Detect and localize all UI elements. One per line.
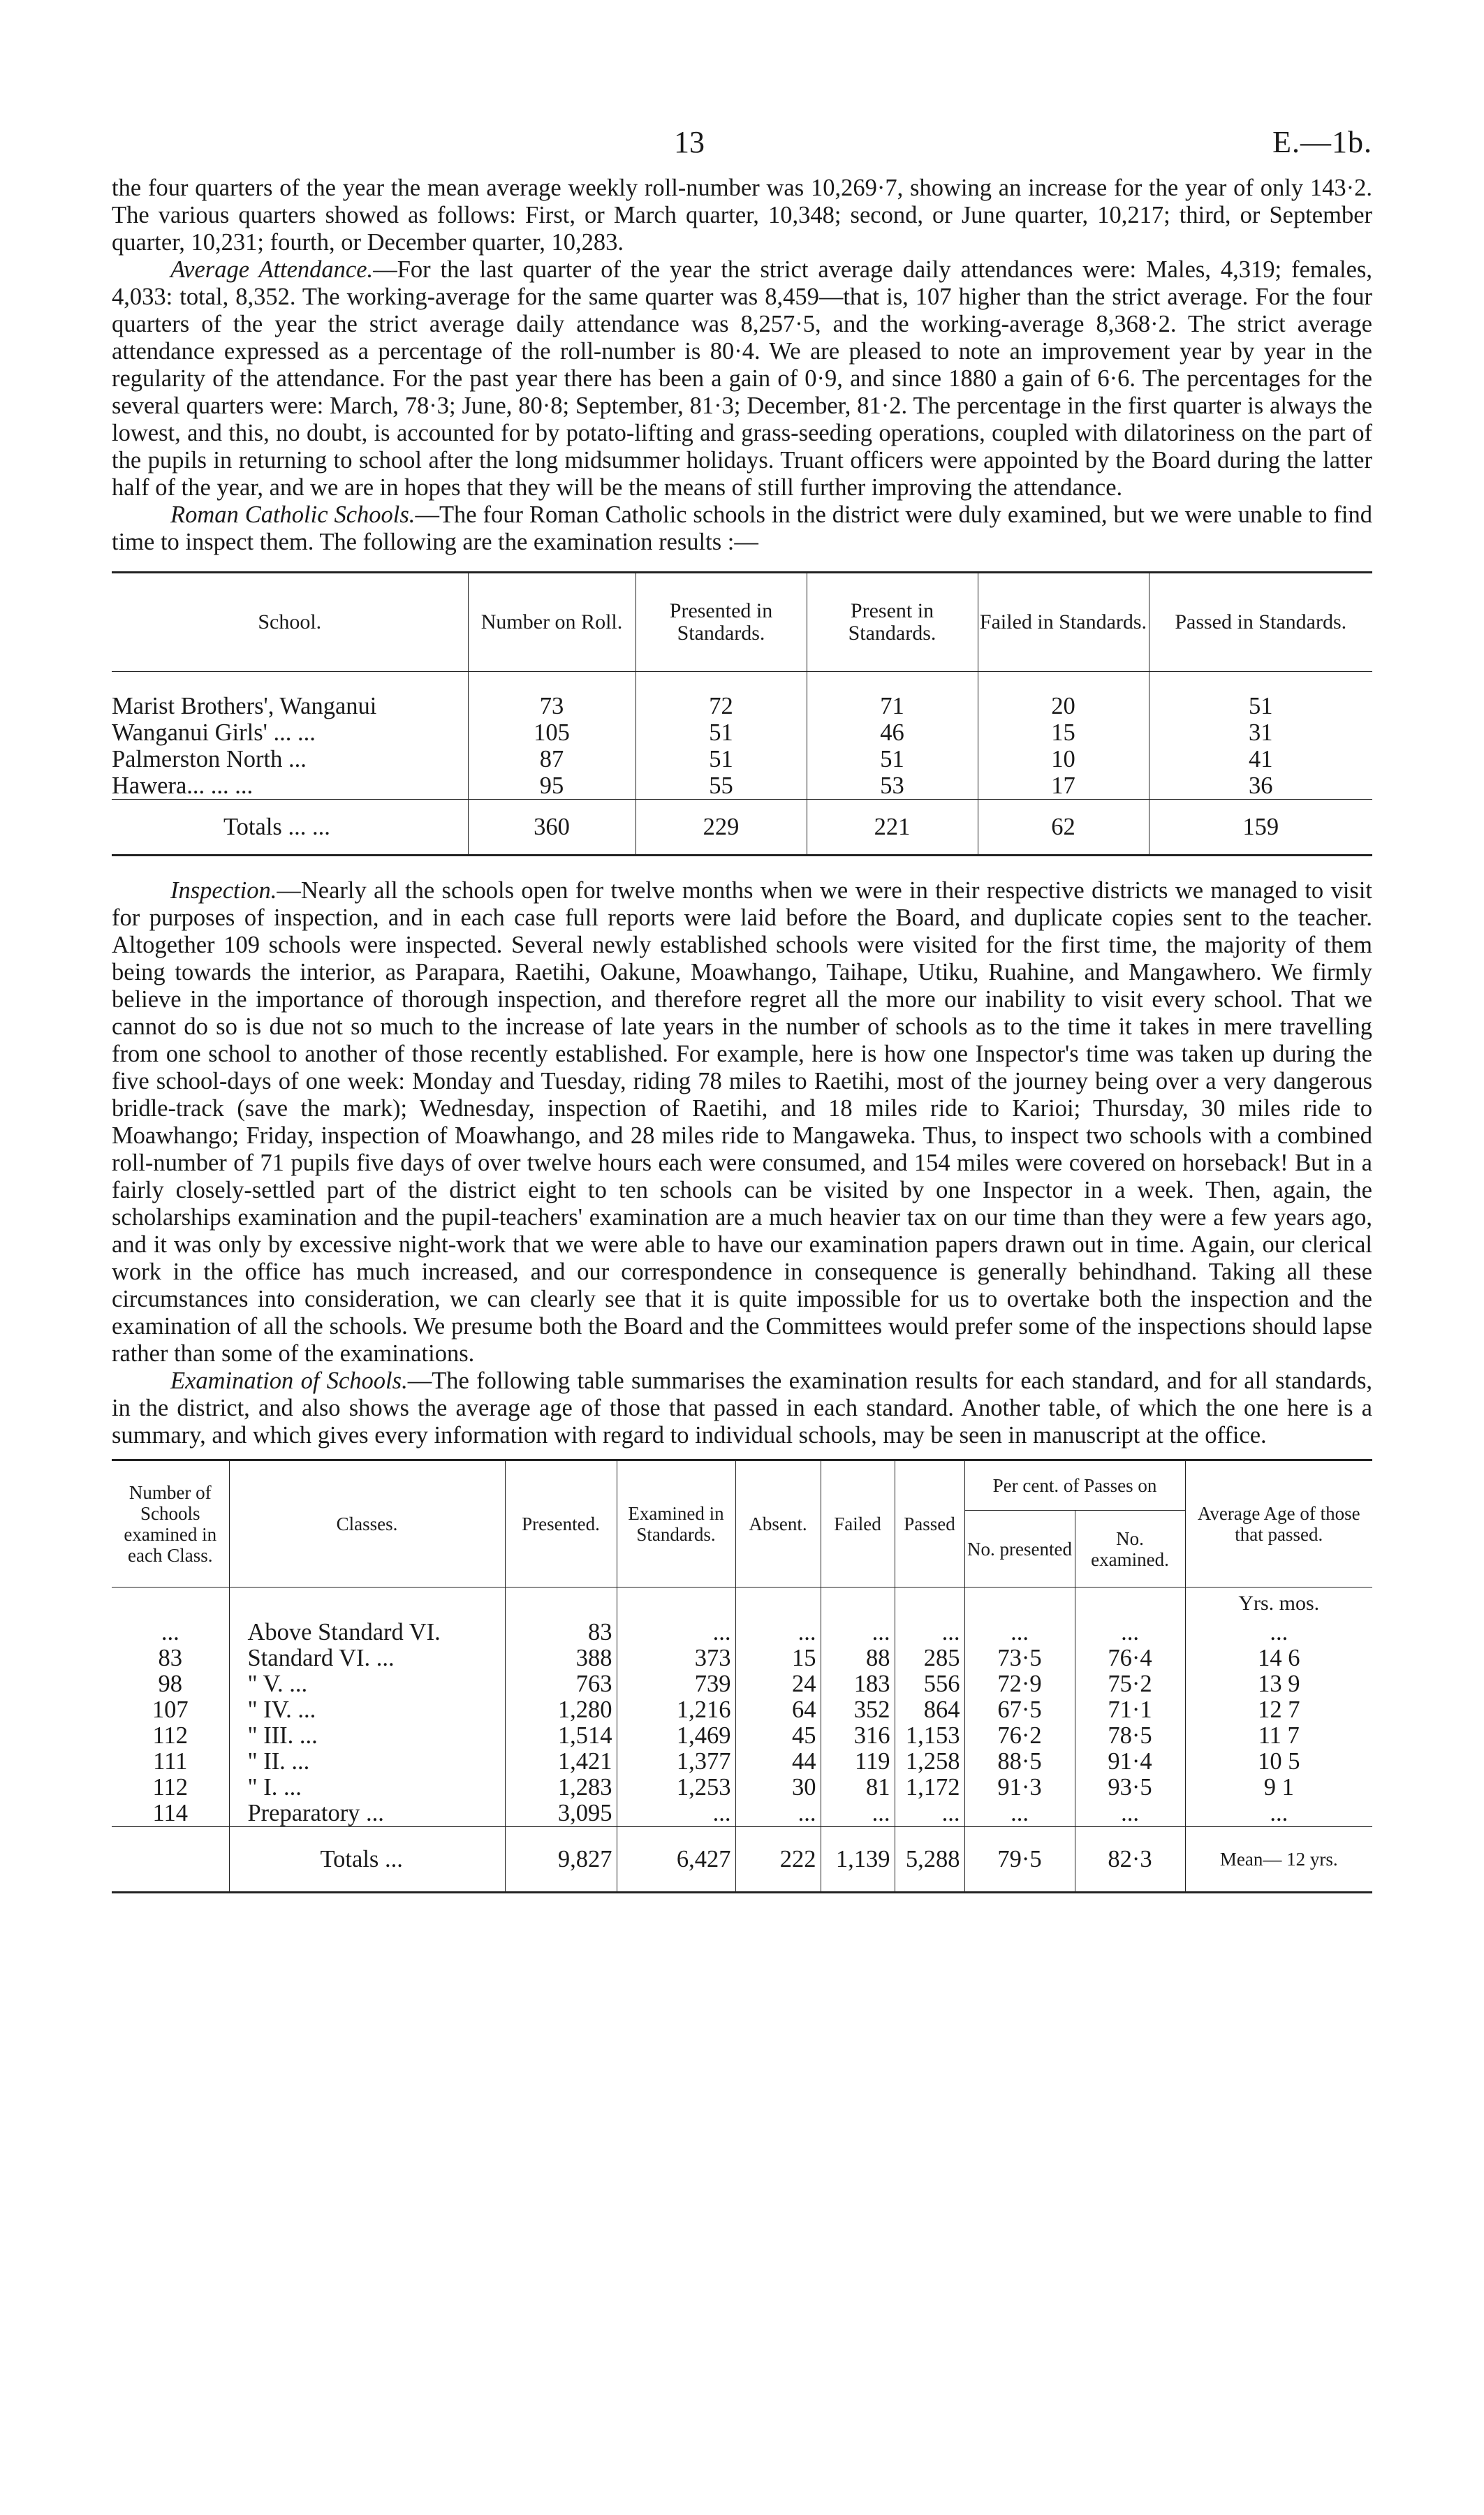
table-row bbox=[112, 1801, 1372, 1827]
cell-passed: ... bbox=[895, 1620, 964, 1645]
paragraph-text: —The following table summarises the examination results for each standard, and for all standards, in the district, and also shows the average age of those that passed in each standard. Another table, of which the one here is a summary, and which gives every information with regard to individual schools, may be seen in manuscript at the office. bbox=[112, 1368, 1373, 1449]
total-roll: 360 bbox=[468, 800, 636, 856]
cell-examined: 373 bbox=[617, 1645, 735, 1671]
cell-present: 51 bbox=[807, 746, 978, 772]
cell-class: " V. ... bbox=[229, 1671, 505, 1697]
cell-failed: 81 bbox=[821, 1775, 895, 1801]
cell-class: Above Standard VI. bbox=[229, 1620, 505, 1645]
cell-examined: 1,377 bbox=[617, 1749, 735, 1775]
cell-presented: 3,095 bbox=[505, 1801, 617, 1827]
cell-pct-presented: 72·9 bbox=[964, 1671, 1075, 1697]
table-header-row bbox=[112, 1460, 1372, 1511]
cell-failed: 352 bbox=[821, 1697, 895, 1723]
cell-presented: 1,280 bbox=[505, 1697, 617, 1723]
paragraph-average-attendance bbox=[112, 256, 1372, 501]
cell-pct-examined: 75·2 bbox=[1075, 1671, 1185, 1697]
table-row bbox=[112, 1620, 1372, 1645]
col-schools: Number of Schools examined in each Class. bbox=[112, 1460, 229, 1588]
cell-examined: ... bbox=[617, 1801, 735, 1827]
col-pct-examined: No. examined. bbox=[1075, 1511, 1185, 1588]
totals-row bbox=[112, 1827, 1372, 1893]
cell-passed: 864 bbox=[895, 1697, 964, 1723]
cell-age: 12 7 bbox=[1185, 1697, 1372, 1723]
cell-presented: 51 bbox=[636, 746, 807, 772]
table-row bbox=[112, 1697, 1372, 1723]
table-header-row bbox=[112, 573, 1372, 672]
table-row bbox=[112, 746, 1372, 772]
paragraph-examination bbox=[112, 1368, 1372, 1449]
col-passed: Passed bbox=[895, 1460, 964, 1588]
col-present: Present in Standards. bbox=[807, 573, 978, 672]
cell-presented: 83 bbox=[505, 1620, 617, 1645]
cell-passed: 1,153 bbox=[895, 1723, 964, 1749]
cell-passed: 41 bbox=[1149, 746, 1372, 772]
total-examined: 6,427 bbox=[617, 1827, 735, 1893]
cell-passed: 36 bbox=[1149, 772, 1372, 800]
cell-schools: 112 bbox=[152, 1774, 188, 1801]
examination-results-table bbox=[112, 1459, 1372, 1893]
paragraph-text: —Nearly all the schools open for twelve months when we were in their respective districts we managed to visit for purposes of inspection, and in each case full reports were laid before the Board, and duplicate copies sent to the teacher. Altogether 109 schools were inspected. Several newly established schools were visited for the first time, the majority of them being towards the interior, as Parapara, Raetihi, Oakune, Moawhango, Taihape, Utiku, Ruahine, and Mangawhero. We firmly believe in the importance of thorough inspection, and therefore regret all the more our inability to visit every school. That we cannot do so is due not so much to the increase of late years in the number of schools as to the time it takes in mere travelling from one school to another of those recently established. For example, here is how one Inspector's time was taken up during the five school-days of one week: Monday and Tuesday, riding 78 miles to Raetihi, most of the journey being over a very dangerous bridle-track (save the mark); Wednesday, inspection of Raetihi, and 18 miles ride to Karioi; Thursday, 30 miles ride to Moawhango; Friday, inspection of Moawhango, and 28 miles ride to Mangaweka. Thus, to inspect two schools with a combined roll-number of 71 pupils five days of over twelve hours each were consumed, and 154 miles were covered on horseback! But in a fairly closely-settled part of the district eight to ten schools can be visited by one Inspector in a week. Then, again, the scholarships examination and the pupil-teachers' examination are a much heavier tax on our time than they were a few years ago, and it was only by excessive night-work that we were able to have our examination papers drawn out in time. Again, our clerical work in the office has much increased, and our correspondence in consequence is generally behindhand. Taking all these circumstances into consideration, we can clearly see that it is quite impossible for us to overtake both the inspection and the examination of all the schools. We presume both the Board and the Committees would prefer some of the inspections should lapse rather than some of the examinations. bbox=[112, 877, 1372, 1367]
cell-passed: ... bbox=[895, 1801, 964, 1827]
school-name: Hawera... ... ... bbox=[112, 772, 254, 799]
cell-absent: ... bbox=[735, 1620, 821, 1645]
cell-pct-presented: 91·3 bbox=[964, 1775, 1075, 1801]
cell-absent: 15 bbox=[735, 1645, 821, 1671]
cell-failed: 20 bbox=[978, 672, 1149, 720]
table-row bbox=[112, 772, 1372, 800]
cell-schools: 114 bbox=[152, 1800, 188, 1826]
section-title: Inspection. bbox=[170, 877, 277, 904]
cell-presented: 1,283 bbox=[505, 1775, 617, 1801]
cell-pct-examined: 78·5 bbox=[1075, 1723, 1185, 1749]
cell-class: Preparatory ... bbox=[229, 1801, 505, 1827]
cell-schools: 98 bbox=[158, 1671, 182, 1697]
cell-failed: ... bbox=[821, 1801, 895, 1827]
total-pct-presented: 79·5 bbox=[964, 1827, 1075, 1893]
cell-age: ... bbox=[1185, 1801, 1372, 1827]
cell-passed: 1,258 bbox=[895, 1749, 964, 1775]
col-pct-presented: No. presented bbox=[964, 1511, 1075, 1588]
cell-class: " IV. ... bbox=[229, 1697, 505, 1723]
col-passed: Passed in Standards. bbox=[1149, 573, 1372, 672]
cell-presented: 51 bbox=[636, 719, 807, 746]
cell-age: 14 6 bbox=[1185, 1645, 1372, 1671]
col-percent-group: Per cent. of Passes on bbox=[964, 1460, 1185, 1511]
paragraph-inspection bbox=[112, 877, 1372, 1368]
cell-class: Standard VI. ... bbox=[229, 1645, 505, 1671]
paragraph-text: —For the last quarter of the year the strict average daily attendances were: Males, 4,319; females, 4,033: total, 8,352. The working-average for the same quarter was 8,459—that is, 107 higher than the strict average. For the four quarters of the year the strict average daily attendance was 8,257·5, and the working-average 8,368·2. The strict average attendance expressed as a percentage of the roll-number is 80·4. We are pleased to note an improvement year by year in the regularity of the attendance. For the past year there has been a gain of 0·9, and since 1880 a gain of 6·6. The percentages for the several quarters were: March, 78·3; June, 80·8; September, 81·3; December, 81·2. The percentage in the first quarter is always the lowest, and this, no doubt, is accounted for by potato-lifting and grass-seeding operations, coupled with dilatoriness on the part of the pupils in returning to school after the long midsummer holidays. Truant officers were appointed by the Board during the latter half of the year, and we are in hopes that they will be the means of still further improving the attendance. bbox=[112, 256, 1372, 501]
cell-passed: 285 bbox=[895, 1645, 964, 1671]
school-name: Wanganui Girls' ... ... bbox=[112, 719, 316, 746]
cell-pct-examined: 71·1 bbox=[1075, 1697, 1185, 1723]
cell-age: 10 5 bbox=[1185, 1749, 1372, 1775]
table-row bbox=[112, 719, 1372, 746]
cell-schools: 83 bbox=[158, 1645, 182, 1671]
cell-failed: 10 bbox=[978, 746, 1149, 772]
totals-row bbox=[112, 800, 1372, 856]
cell-absent: 30 bbox=[735, 1775, 821, 1801]
cell-schools: 107 bbox=[152, 1696, 189, 1723]
age-units: Yrs. mos. bbox=[1185, 1588, 1372, 1620]
cell-passed: 556 bbox=[895, 1671, 964, 1697]
cell-failed: ... bbox=[821, 1620, 895, 1645]
total-presented: 229 bbox=[636, 800, 807, 856]
cell-examined: 1,469 bbox=[617, 1723, 735, 1749]
cell-presented: 72 bbox=[636, 672, 807, 720]
total-failed: 62 bbox=[978, 800, 1149, 856]
cell-absent: ... bbox=[735, 1801, 821, 1827]
paragraph-roll-number: the four quarters of the year the mean average weekly roll-number was 10,269·7, showing an increase for the year of only 143·2. The various quarters showed as follows: First, or March quarter, 10,348; second, or June quarter, 10,217; third, or September quarter, 10,231; fourth, or December quarter, 10,283. bbox=[112, 175, 1372, 256]
cell-roll: 105 bbox=[468, 719, 636, 746]
col-presented: Presented. bbox=[505, 1460, 617, 1588]
cell-failed: 316 bbox=[821, 1723, 895, 1749]
cell-present: 46 bbox=[807, 719, 978, 746]
totals-label: Totals ... bbox=[229, 1827, 505, 1893]
cell-pct-presented: ... bbox=[964, 1801, 1075, 1827]
roman-catholic-results-table bbox=[112, 571, 1372, 856]
col-number-on-roll: Number on Roll. bbox=[468, 573, 636, 672]
col-average-age: Average Age of those that passed. bbox=[1185, 1460, 1372, 1588]
total-presented: 9,827 bbox=[505, 1827, 617, 1893]
cell-examined: 739 bbox=[617, 1671, 735, 1697]
cell-roll: 95 bbox=[468, 772, 636, 800]
cell-roll: 73 bbox=[468, 672, 636, 720]
cell-absent: 44 bbox=[735, 1749, 821, 1775]
total-pct-examined: 82·3 bbox=[1075, 1827, 1185, 1893]
cell-schools: 111 bbox=[153, 1748, 188, 1775]
cell-presented: 1,421 bbox=[505, 1749, 617, 1775]
cell-passed: 51 bbox=[1149, 672, 1372, 720]
school-name: Marist Brothers', Wanganui bbox=[112, 693, 377, 719]
section-title: Examination of Schools. bbox=[170, 1368, 408, 1394]
col-school: School. bbox=[112, 573, 468, 672]
cell-age: ... bbox=[1185, 1620, 1372, 1645]
cell-age: 13 9 bbox=[1185, 1671, 1372, 1697]
paragraph-text: —The four Roman Catholic schools in the district were duly examined, but we were unable to find time to inspect them. The following are the examination results :— bbox=[112, 501, 1372, 555]
units-row bbox=[112, 1588, 1372, 1620]
document-page bbox=[112, 0, 1372, 1893]
section-title: Roman Catholic Schools. bbox=[170, 501, 416, 528]
cell-age: 11 7 bbox=[1185, 1723, 1372, 1749]
table-row bbox=[112, 1749, 1372, 1775]
total-passed: 159 bbox=[1149, 800, 1372, 856]
cell-pct-presented: 67·5 bbox=[964, 1697, 1075, 1723]
section-title: Average Attendance. bbox=[170, 256, 374, 283]
series-reference: E.—1b. bbox=[1272, 125, 1372, 159]
col-classes: Classes. bbox=[229, 1460, 505, 1588]
cell-presented: 55 bbox=[636, 772, 807, 800]
cell-failed: 119 bbox=[821, 1749, 895, 1775]
total-absent: 222 bbox=[735, 1827, 821, 1893]
cell-pct-presented: 88·5 bbox=[964, 1749, 1075, 1775]
col-examined: Examined in Standards. bbox=[617, 1460, 735, 1588]
table-row bbox=[112, 1671, 1372, 1697]
cell-age: 9 1 bbox=[1185, 1775, 1372, 1801]
page-header bbox=[112, 0, 1372, 175]
cell-schools: ... bbox=[161, 1619, 179, 1645]
cell-pct-examined: 91·4 bbox=[1075, 1749, 1185, 1775]
cell-class: " II. ... bbox=[229, 1749, 505, 1775]
cell-presented: 763 bbox=[505, 1671, 617, 1697]
cell-passed: 31 bbox=[1149, 719, 1372, 746]
cell-presented: 1,514 bbox=[505, 1723, 617, 1749]
total-mean-age: Mean— 12 yrs. bbox=[1185, 1827, 1372, 1893]
cell-absent: 24 bbox=[735, 1671, 821, 1697]
cell-absent: 64 bbox=[735, 1697, 821, 1723]
table-row bbox=[112, 1645, 1372, 1671]
cell-presented: 388 bbox=[505, 1645, 617, 1671]
cell-present: 53 bbox=[807, 772, 978, 800]
totals-label: Totals ... ... bbox=[112, 800, 468, 856]
col-absent: Absent. bbox=[735, 1460, 821, 1588]
cell-pct-presented: 76·2 bbox=[964, 1723, 1075, 1749]
cell-failed: 15 bbox=[978, 719, 1149, 746]
cell-roll: 87 bbox=[468, 746, 636, 772]
cell-class: " III. ... bbox=[229, 1723, 505, 1749]
cell-failed: 183 bbox=[821, 1671, 895, 1697]
cell-examined: 1,253 bbox=[617, 1775, 735, 1801]
table-row bbox=[112, 1723, 1372, 1749]
cell-pct-examined: 76·4 bbox=[1075, 1645, 1185, 1671]
cell-pct-examined: ... bbox=[1075, 1620, 1185, 1645]
cell-pct-presented: 73·5 bbox=[964, 1645, 1075, 1671]
col-failed: Failed bbox=[821, 1460, 895, 1588]
total-present: 221 bbox=[807, 800, 978, 856]
total-passed: 5,288 bbox=[895, 1827, 964, 1893]
cell-absent: 45 bbox=[735, 1723, 821, 1749]
cell-pct-examined: 93·5 bbox=[1075, 1775, 1185, 1801]
cell-pct-presented: ... bbox=[964, 1620, 1075, 1645]
col-presented: Presented in Standards. bbox=[636, 573, 807, 672]
total-failed: 1,139 bbox=[821, 1827, 895, 1893]
cell-schools: 112 bbox=[152, 1722, 188, 1749]
cell-failed: 88 bbox=[821, 1645, 895, 1671]
table-row bbox=[112, 672, 1372, 720]
page-number: 13 bbox=[674, 125, 705, 159]
school-name: Palmerston North ... bbox=[112, 746, 307, 772]
cell-failed: 17 bbox=[978, 772, 1149, 800]
col-failed: Failed in Standards. bbox=[978, 573, 1149, 672]
cell-examined: 1,216 bbox=[617, 1697, 735, 1723]
cell-class: " I. ... bbox=[229, 1775, 505, 1801]
cell-passed: 1,172 bbox=[895, 1775, 964, 1801]
cell-present: 71 bbox=[807, 672, 978, 720]
paragraph-roman-catholic bbox=[112, 501, 1372, 556]
cell-examined: ... bbox=[617, 1620, 735, 1645]
table-row bbox=[112, 1775, 1372, 1801]
cell-pct-examined: ... bbox=[1075, 1801, 1185, 1827]
